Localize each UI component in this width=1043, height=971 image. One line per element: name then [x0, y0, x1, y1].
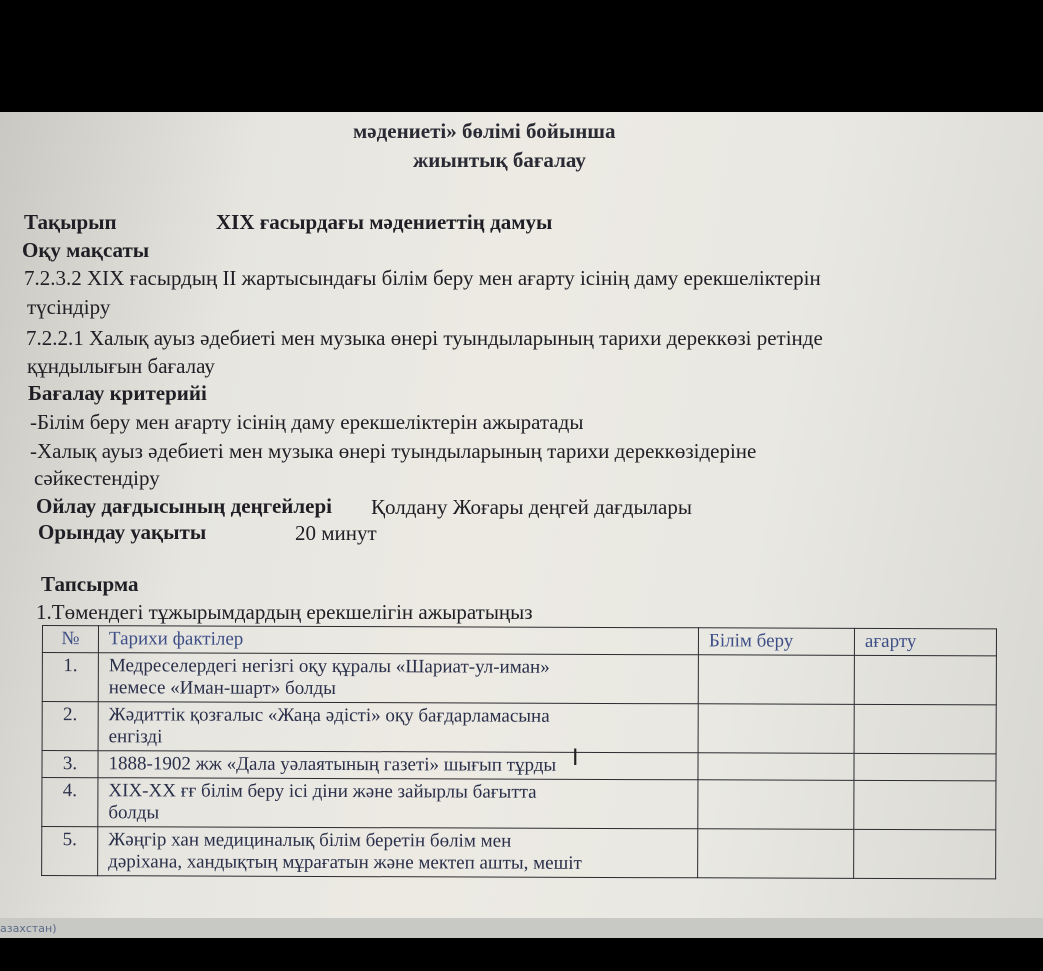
skills-value: Қолдану Жоғары деңгей дағдылары — [371, 495, 692, 519]
row-fact — [98, 653, 698, 704]
time-value: 20 минут — [295, 521, 377, 545]
row-fact — [98, 702, 698, 753]
topic-value: XIX ғасырдағы мәдениеттің дамуы — [216, 210, 553, 234]
row-fact-line-1: Медреселердегі негізгі оқу құралы «Шариат-ул-иман» — [108, 655, 550, 678]
table-row — [42, 702, 996, 754]
row-fact-line-1: Жәңгір хан медициналық білім беретін бөлім мен — [108, 829, 512, 852]
row-fact-line-2: немесе «Иман-шарт» болды — [108, 677, 336, 700]
table-row — [42, 653, 996, 705]
enlightenment-cell[interactable] — [854, 704, 996, 753]
row-number: 4. — [42, 778, 98, 827]
row-fact-line-1: 1888-1902 жж «Дала уәлаятының газеті» шығып тұрды — [108, 753, 557, 776]
education-cell[interactable] — [698, 829, 854, 879]
status-bar-text: азахстан) — [0, 922, 57, 935]
enlightenment-cell[interactable] — [854, 780, 996, 829]
enlightenment-cell[interactable] — [854, 829, 996, 878]
enlightenment-cell[interactable] — [854, 753, 996, 780]
row-fact-line-1: Жәдиттік қозғалыс «Жаңа әдісті» оқу бағдарламасына — [108, 704, 550, 727]
row-number: 5. — [42, 827, 98, 876]
task-instruction: 1.Төмендегі тұжырымдардың ерекшелігін ажыратыңыз — [36, 600, 533, 624]
header-education: Білім беру — [698, 628, 854, 656]
topic-label: Тақырып — [24, 210, 117, 234]
row-fact-line-1: XIX-XX ғғ білім беру ісі діни және зайырлы бағытта — [108, 780, 537, 803]
header-facts: Тарихи фактілер — [98, 626, 698, 655]
header-enlightenment: ағарту — [854, 628, 996, 655]
education-cell[interactable] — [698, 753, 854, 781]
row-fact — [98, 751, 698, 780]
row-number: 1. — [42, 653, 98, 702]
header-number: № — [42, 626, 98, 653]
education-cell[interactable] — [698, 655, 854, 705]
row-fact — [98, 778, 698, 829]
table-row — [42, 751, 996, 781]
skills-label: Ойлау дағдысының деңгейлері — [36, 494, 332, 518]
objective-2-line-1: 7.2.2.1 Халық ауыз әдебиеті мен музыка өнері туындыларының тарихи дереккөзі ретінде — [26, 326, 823, 350]
table-row — [42, 778, 996, 830]
row-fact-line-2: дәріхана, хандықтың мұрағатын және мектеп ашты, мешіт — [108, 851, 582, 874]
education-cell[interactable] — [698, 780, 854, 830]
row-number: 3. — [42, 751, 98, 778]
status-bar — [0, 918, 1043, 938]
task-label: Тапсырма — [41, 572, 139, 596]
text-cursor-icon: I — [572, 746, 579, 771]
heading-line-1: мәдениеті» бөлімі бойынша — [353, 119, 616, 143]
table-header-row — [42, 626, 996, 656]
objective-2-line-2: құндылығын бағалау — [27, 354, 215, 378]
objective-1-line-2: түсіндіру — [27, 295, 111, 319]
heading-line-2: жиынтық бағалау — [413, 148, 586, 172]
table-row — [42, 827, 996, 879]
objectives-label: Оқу мақсаты — [22, 238, 150, 262]
criteria-label: Бағалау критерийі — [28, 381, 207, 405]
time-label: Орындау уақыты — [38, 520, 207, 544]
objective-1-line-1: 7.2.3.2 XIX ғасырдың II жартысындағы білім беру мен ағарту ісінің даму ерекшеліктерін — [24, 266, 821, 290]
row-fact — [98, 827, 698, 878]
row-number: 2. — [42, 702, 98, 751]
criteria-item-2-line-2: сәйкестендіру — [34, 466, 160, 490]
criteria-item-2-line-1: -Халық ауыз әдебиеті мен музыка өнері туындыларының тарихи дереккөзідеріне — [30, 439, 757, 463]
criteria-item-1: -Білім беру мен ағарту ісінің даму ерекшеліктерін ажыратады — [30, 410, 584, 434]
education-cell[interactable] — [698, 704, 854, 754]
row-fact-line-2: болды — [108, 802, 160, 824]
enlightenment-cell[interactable] — [854, 655, 996, 704]
facts-table — [41, 625, 997, 879]
row-fact-line-2: енгізді — [108, 726, 163, 748]
